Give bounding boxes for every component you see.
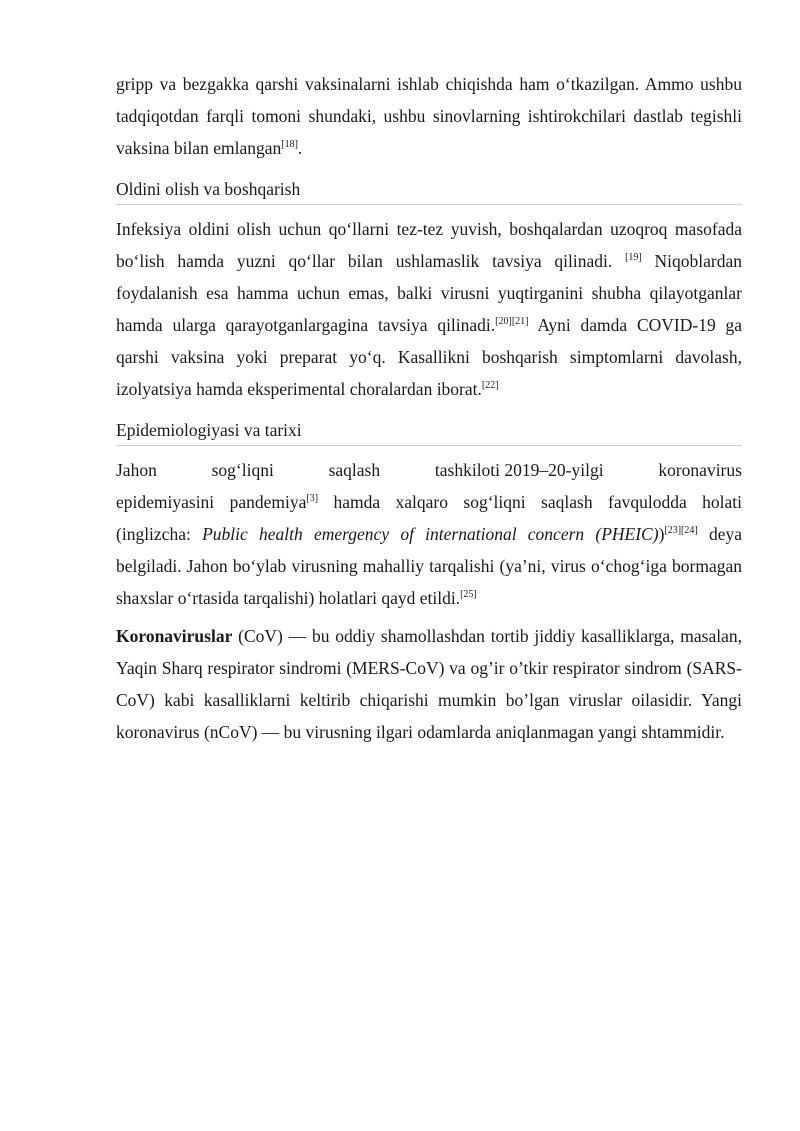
citation-20-21[interactable]: [20][21] bbox=[495, 316, 529, 328]
paragraph-vaccine-trials bbox=[116, 68, 742, 164]
paragraph-coronaviruses bbox=[116, 620, 742, 748]
paragraph-epidemiology bbox=[116, 486, 742, 614]
paragraph-text: Niqoblardan foydalanish esa hamma uchun emas, balki virusni yuqtirganini shubha qilayotganlar hamda ularga qarayotganlargagina tavsiya qilinadi. bbox=[116, 251, 743, 335]
paragraph-text: epidemiyasini pandemiya bbox=[116, 492, 307, 512]
section-heading-prevention: Oldini olish va boshqarish bbox=[116, 176, 742, 205]
citation-19[interactable]: [19] bbox=[625, 252, 642, 264]
paragraph-end: . bbox=[297, 138, 303, 158]
citation-22[interactable]: [22] bbox=[481, 380, 499, 392]
paragraph-text: ) bbox=[658, 524, 665, 544]
citation-25[interactable]: [25] bbox=[460, 589, 477, 601]
paragraph-text: hamda xalqaro sog‘liqni saqlash favqulodda holati (inglizcha: bbox=[116, 492, 742, 544]
paragraph-text: Infeksiya oldini olish uchun qo‘llarni tez-tez yuvish, boshqalardan uzoqroq masofada bo‘lish hamda yuzni qo‘llar bilan ushlamaslik tavsiya qilinadi. bbox=[116, 219, 742, 271]
document-page bbox=[116, 68, 742, 748]
paragraph-text: gripp va bezgakka qarshi vaksinalarni ishlab chiqishda ham o‘tkazilgan. Ammo ushbu tadqiqotdan farqli tomoni shundaki, ushbu sinovlarning ishtirokchilari dastlab tegishli vaksina bilan emlangan bbox=[116, 74, 742, 158]
citation-3[interactable]: [3] bbox=[306, 493, 319, 505]
paragraph-text: deya belgiladi. Jahon bo‘ylab virusning mahalliy tarqalishi (ya’ni, virus o‘chog‘iga bormagan shaxslar o‘rtasida tarqalishi) holatlari qayd etildi. bbox=[116, 524, 742, 608]
term-bold: Koronaviruslar bbox=[116, 626, 233, 646]
word: sog‘liqni bbox=[211, 460, 274, 480]
word: Jahon bbox=[116, 460, 157, 480]
english-term: Public health emergency of international concern (PHEIC) bbox=[202, 524, 659, 544]
paragraph-text: Ayni damda COVID-19 ga qarshi vaksina yoki preparat yo‘q. Kasallikni boshqarish simptomlarni davolash, izolyatsiya hamda eksperimental choralardan iborat. bbox=[116, 315, 742, 399]
word: saqlash bbox=[328, 460, 381, 480]
paragraph-prevention bbox=[116, 213, 742, 405]
section-heading-epidemiology: Epidemiologiyasi va tarixi bbox=[116, 417, 742, 446]
citation-18[interactable]: [18] bbox=[281, 139, 298, 151]
citation-23-24[interactable]: [23][24] bbox=[664, 525, 698, 537]
word: tashkiloti 2019–20-yilgi bbox=[434, 460, 604, 480]
word: koronavirus bbox=[658, 460, 742, 480]
paragraph-epidemiology-first-line bbox=[116, 454, 742, 486]
paragraph-text: (CoV) — bu oddiy shamollashdan tortib jiddiy kasalliklarga, masalan, Yaqin Sharq respirator sindromi (MERS-CoV) va og’ir o’tkir respirator sindrom (SARS-CoV) kabi kasalliklarni keltirib chiqarishi mumkin bo’lgan viruslar oilasidir. Yangi koronavirus (nCoV) — bu virusning ilgari odamlarda aniqlanmagan yangi shtammidir. bbox=[116, 626, 742, 742]
